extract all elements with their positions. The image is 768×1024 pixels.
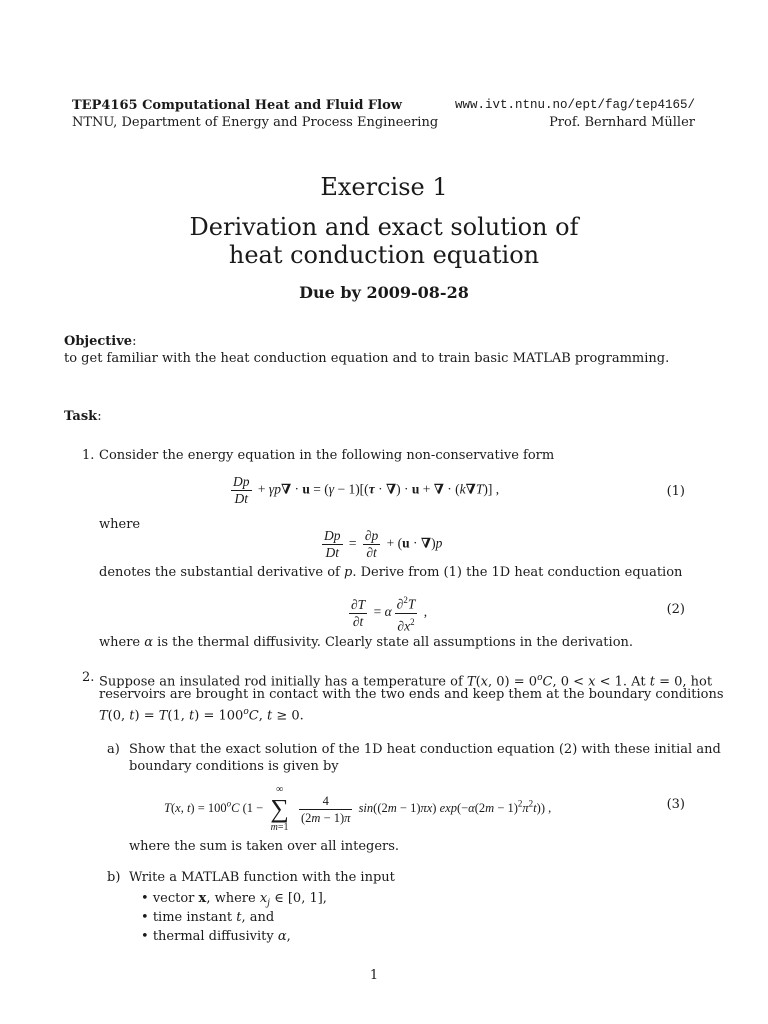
page-number: 1 (369, 968, 379, 983)
bullet-item-time: • time instant t, and (141, 910, 275, 925)
equation-1-number: (1) (666, 484, 685, 499)
denotes-text-a: denotes the substantial derivative of (99, 565, 340, 580)
course-title: TEP4165 Computational Heat and Fluid Flow (72, 98, 402, 113)
item2a-label: a) (107, 742, 120, 757)
equation-2-number: (2) (666, 602, 685, 617)
exercise-subtitle-line2: heat conduction equation (228, 241, 540, 269)
objective-text: to get familiar with the heat conduction equation and to train basic MATLAB programming. (64, 351, 670, 366)
bullet-item-diffusivity: • thermal diffusivity α, (141, 929, 291, 944)
professor-name: Prof. Bernhard Müller (549, 115, 695, 130)
bullet-diffusivity-a: thermal diffusivity (152, 929, 274, 944)
equation-1: $\frac{Dp}{Dt}$ + γp∇ · u = (γ − 1)[(τ · ∇) · u + ∇ · (k∇T)] , (233, 474, 500, 506)
course-url[interactable]: www.ivt.ntnu.no/ept/fag/tep4165/ (454, 98, 695, 112)
item2-line1-c: , hot (682, 674, 713, 690)
alpha-definition-a: where (99, 635, 141, 650)
item2-number: 2. (82, 670, 95, 685)
summation-sign: ∞ ∑ m=1 (270, 784, 289, 833)
task-heading: Task: (64, 409, 102, 424)
item1-number: 1. (82, 448, 95, 463)
bullet-vector-a: vector (152, 891, 195, 906)
item2-line1-a: Suppose an insulated rod initially has a temperature of (99, 674, 463, 690)
item2a-line2: boundary conditions is given by (129, 759, 339, 774)
equation-2: $\frac{\partial T}{\partial t}$ = α $\frac{\partial^2T}{\partial x^2}$ , (346, 592, 427, 634)
task-label: Task (64, 409, 98, 424)
equation-3-number: (3) (666, 797, 685, 812)
bullet-time-a: time instant (152, 910, 233, 925)
substantial-derivative-equation: $\frac{Dp}{Dt}$ = $\frac{\partial p}{\partial t}$ + (u · ∇)p (324, 528, 443, 560)
sum-note: where the sum is taken over all integers. (129, 839, 400, 854)
bullet-time-b: , and (241, 910, 275, 925)
item2b-label: b) (107, 870, 121, 885)
item2-line1-b: . At (622, 674, 646, 690)
department-name: NTNU, Department of Energy and Process Engineering (72, 115, 439, 130)
item2a-line1: Show that the exact solution of the 1D heat conduction equation (2) with these initial and (129, 742, 721, 757)
item2-line1: Suppose an insulated rod initially has a temperature of T(x, $0) = 0^oC$, 0 < x < 1. At t = 0, hot (99, 673, 713, 690)
alpha-definition-b: is the thermal diffusivity. Clearly state all assumptions in the derivation. (157, 635, 634, 650)
due-date: Due by 2009-08-28 (299, 283, 469, 302)
bullet-vector-b: , where (206, 891, 256, 906)
alpha-definition: where α is the thermal diffusivity. Clearly state all assumptions in the derivation. (99, 635, 634, 650)
bullet-item-vector: • vector x, where $x_j$ ∈ [0, 1], (141, 891, 327, 909)
item2-line2: reservoirs are brought in contact with the two ends and keep them at the boundary conditions (99, 687, 724, 702)
item2b-intro: Write a MATLAB function with the input (129, 870, 395, 885)
item2-line3: T(0, t) = T(1, $t) = 100^oC$, t ≥ 0. (99, 707, 304, 724)
where-label: where (99, 517, 141, 532)
exercise-subtitle-line1: Derivation and exact solution of (189, 213, 579, 241)
objective-label: Objective (64, 334, 133, 349)
denotes-text-b: . Derive from (1) the 1D heat conduction equation (352, 565, 683, 580)
item1-intro: Consider the energy equation in the following non-conservative form (99, 448, 555, 463)
bullet-diffusivity-b: , (286, 929, 291, 944)
equation-3: T(x, $t) = 100^oC$ (1 − ∞ ∑ m=1 $\frac{4}{(2m - 1)\pi}$ sin((2m − 1)πx) $\exp(-\alpha(2m - 1)^2\pi^2t)$) , (164, 784, 552, 833)
exercise-title: Exercise 1 (320, 173, 448, 201)
denotes-text: denotes the substantial derivative of p. Derive from (1) the 1D heat conduction equation (99, 565, 683, 580)
objective-heading: Objective: (64, 334, 137, 349)
